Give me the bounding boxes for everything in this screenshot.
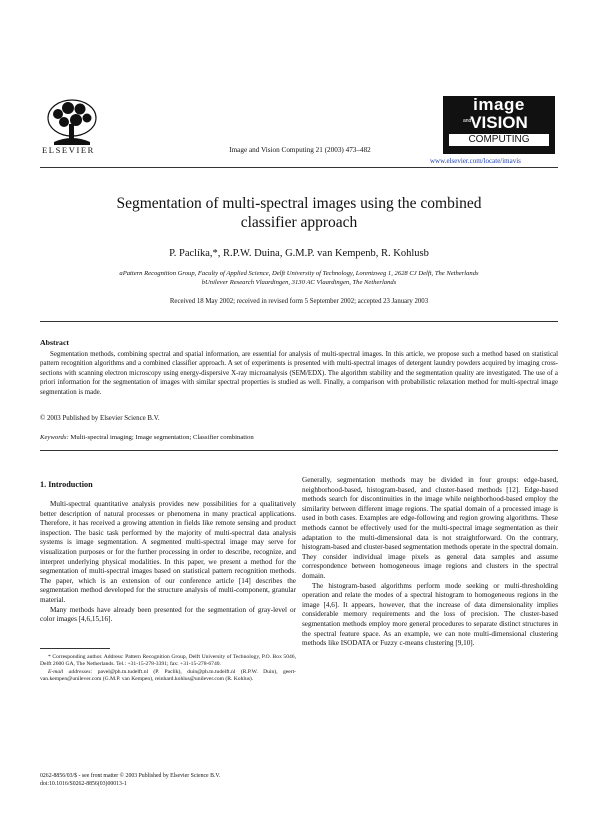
footnote-corresponding: * Corresponding author. Address: Pattern Recognition Group, Delft University of Technology, P.O. Box 5046, Delft 2600 GA, The Netherlands. Tel.: +31-15-278-3391; fax: +31-15-278-6740. [40, 654, 296, 668]
abstract-heading: Abstract [40, 338, 70, 347]
issn-line: 0262-8856/03/$ - see front matter © 2003 Published by Elsevier Science B.V. [40, 773, 221, 779]
email-label: E-mail addresses: [48, 668, 93, 675]
footnote [40, 654, 296, 684]
logo-and: and [463, 118, 472, 124]
logo-line-image: image [473, 95, 525, 114]
title-line-2: classifier approach [240, 214, 358, 231]
paragraph: Generally, segmentation methods may be divided in four groups: edge-based, neighborhood-based, histogram-based, and cluster-based methods [12]. Edge-based methods search for discontinuities in the image while neighborhood-based employ the similarity between different image regions. The spatial domain of a processed image is used in both cases. Examples are edge-following and region growing algorithms. These methods cannot be effectively used for the multi-spectral image segmentation as their adaptation to the multi-dimensional data is not straightforward. On the contrary, histogram-based and cluster-based segmentation methods operate in the spectral domain. They consider individual image pixels as general data samples and assume correspondence between homogeneous image regions and clusters in the spectral domain. [302, 476, 558, 580]
column-right [302, 476, 558, 649]
header-divider [40, 167, 558, 168]
doi-line: doi:10.1016/S0262-8856(03)00013-1 [40, 781, 127, 787]
publisher-name: ELSEVIER [42, 145, 95, 155]
abstract-copyright: © 2003 Published by Elsevier Science B.V. [40, 415, 160, 422]
journal-logo [443, 96, 555, 154]
bottom-info [40, 772, 220, 788]
section-heading: 1. Introduction [40, 480, 93, 489]
keywords-value: Multi-spectral imaging; Image segmentation; Classifier combination [70, 434, 254, 441]
column-left [40, 500, 296, 625]
author-list: P. Paclíka,*, R.P.W. Duina, G.M.P. van Kempenb, R. Kohlusb [169, 248, 429, 259]
abstract-body: Segmentation methods, combining spectral and spatial information, are essential for analysis of multi-spectral images. In this article, we propose such a method based on statistical pattern recognition algorithms and a combined classifier approach. A set of experiments is presented with multi-spectral images of detergent laundry powders acquired by imaging cross-sections with scanning electron microscopy using energy-dispersive X-ray microanalysis (SEM/EDX). The algorithm stability and the segmentation quality are investigated. The use of a priori information for the segmentation of images with similar spectral properties is studied as well. Finally, a comparison with probabilistic relaxation method for multi-spectral image segmentation is made. [40, 351, 558, 396]
logo-line-computing: COMPUTING [449, 134, 549, 146]
keywords [40, 434, 254, 441]
abstract-divider [40, 321, 558, 322]
paragraph: Many methods have already been presented for the segmentation of gray-level or color images [4,6,15,16]. [40, 605, 296, 624]
affiliation-a: aPattern Recognition Group, Faculty of Applied Science, Delft University of Technology, Lorentzweg 1, 2628 CJ Delft, The Netherlands [119, 270, 479, 277]
journal-reference: Image and Vision Computing 21 (2003) 473–482 [229, 146, 371, 154]
email-addresses: pavel@ph.tn.tudelft.nl (P. Paclík), duin@ph.tn.tudelft.nl (R.P.W. Duin), geert-van.kempen@unilever.com (G.M.P. van Kempen), reinhard.kohlus@unilever.com (R. Kohlus). [40, 668, 297, 683]
received-dates: Received 18 May 2002; received in revised form 5 September 2002; accepted 23 January 2003 [169, 298, 429, 305]
journal-url-link[interactable]: www.elsevier.com/locate/imavis [430, 157, 521, 165]
keywords-divider [40, 450, 558, 451]
paper-title [40, 194, 558, 232]
keywords-label: Keywords: [40, 434, 69, 441]
footnote-divider [40, 648, 110, 649]
logo-line-vision: VISION [470, 113, 528, 132]
paragraph: Multi-spectral quantitative analysis provides new possibilities for a qualitatively better description of natural processes or phenomena in many practical applications. Therefore, it has received a growing attention in fields like remote sensing and product inspection. The basic task performed by the majority of multi-spectral data analysis systems is image segmentation. A segmented multi-spectral image may serve for visualization purposes or for the further processing in order to describe, recognize, and interpret underlying physical modalities. In this paper, we present a method for the segmentation of multi-spectral images based on statistical pattern recognition methods. The paper, which is an extension of our conference article [14] describes the segmentation method developed for the structure analysis of multi-component, granular material. [40, 500, 296, 604]
affiliation-b: bUnilever Research Vlaardingen, 3130 AC Vlaardingen, The Netherlands [201, 279, 397, 286]
title-line-1: Segmentation of multi-spectral images using the combined [116, 195, 482, 212]
paragraph: The histogram-based algorithms perform mode seeking or multi-thresholding operation and relate the modes of a spectral histogram to homogeneous regions in the image [4,6]. It appears, however, that the increase of data dimensionality implies considerable memory requirements and the loss of precision. The cluster-based segmentation methods employ more general procedures to separate distinct structures in the spectral feature space. As an example, we can note multi-dimensional clustering methods like ISODATA or Fuzzy c-means clustering [9,10]. [302, 581, 558, 648]
